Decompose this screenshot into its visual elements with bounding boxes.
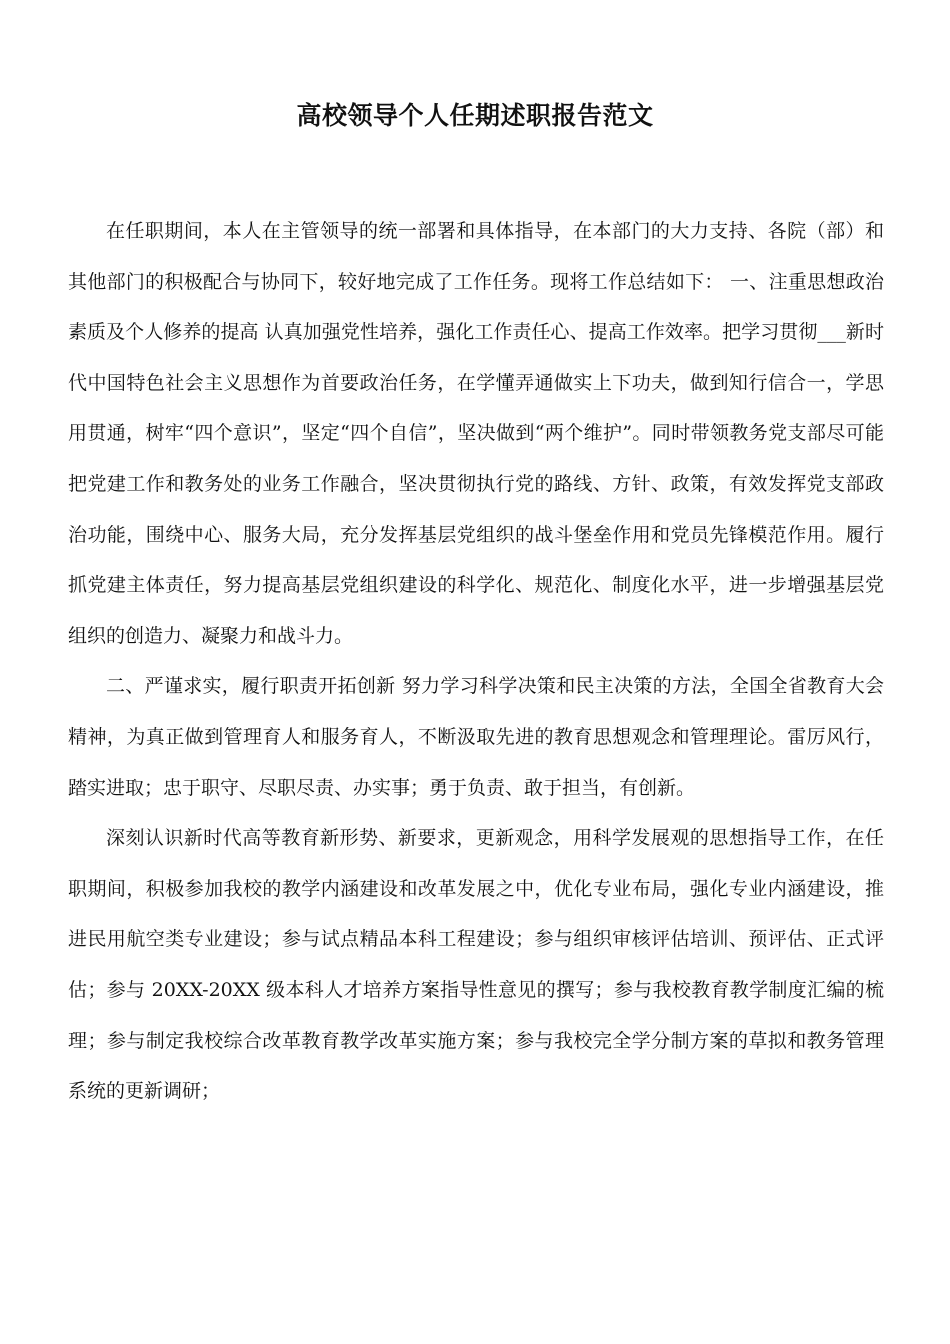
paragraph-1: 在任职期间，本人在主管领导的统一部署和具体指导，在本部门的大力支持、各院（部）和其他部门的积极配合与协同下，较好地完成了工作任务。现将工作总结如下： 一、注重思想政治素质及个人修养的提高 认真加强党性培养，强化工作责任心、提高工作效率。把学习贯彻___新时代中国特色社会主义思想作为首要政治任务，在学懂弄通做实上下功夫，做到知行信合一，学思用贯通，树牢“四个意识”，坚定“四个自信”，坚决做到“两个维护”。同时带领教务党支部尽可能把党建工作和教务处的业务工作融合，坚决贯彻执行党的路线、方针、政策，有效发挥党支部政治功能，围绕中心、服务大局，充分发挥基层党组织的战斗堡垒作用和党员先锋模范作用。履行抓党建主体责任，努力提高基层党组织建设的科学化、规范化、制度化水平，进一步增强基层党组织的创造力、凝聚力和战斗力。 [68, 220, 884, 647]
paragraph-3: 深刻认识新时代高等教育新形势、新要求，更新观念，用科学发展观的思想指导工作，在任职期间，积极参加我校的教学内涵建设和改革发展之中，优化专业布局，强化专业内涵建设，推进民用航空类专业建设；参与试点精品本科工程建设；参与组织审核评估培训、预评估、正式评估；参与 20XX-20XX 级本科人才培养方案指导性意见的撰写；参与我校教育教学制度汇编的梳理；参与制定我校综合改革教育教学改革实施方案；参与我校完全学分制方案的草拟和教务管理系统的更新调研； [68, 827, 884, 1103]
document-title: 高校领导个人任期述职报告范文 [296, 101, 654, 130]
document-body [68, 206, 884, 1117]
paragraph-2: 二、严谨求实，履行职责开拓创新 努力学习科学决策和民主决策的方法，全国全省教育大会精神，为真正做到管理育人和服务育人，不断汲取先进的教育思想观念和管理理论。雷厉风行，踏实进取；忠于职守、尽职尽责、办实事；勇于负责、敢于担当，有创新。 [68, 675, 884, 799]
